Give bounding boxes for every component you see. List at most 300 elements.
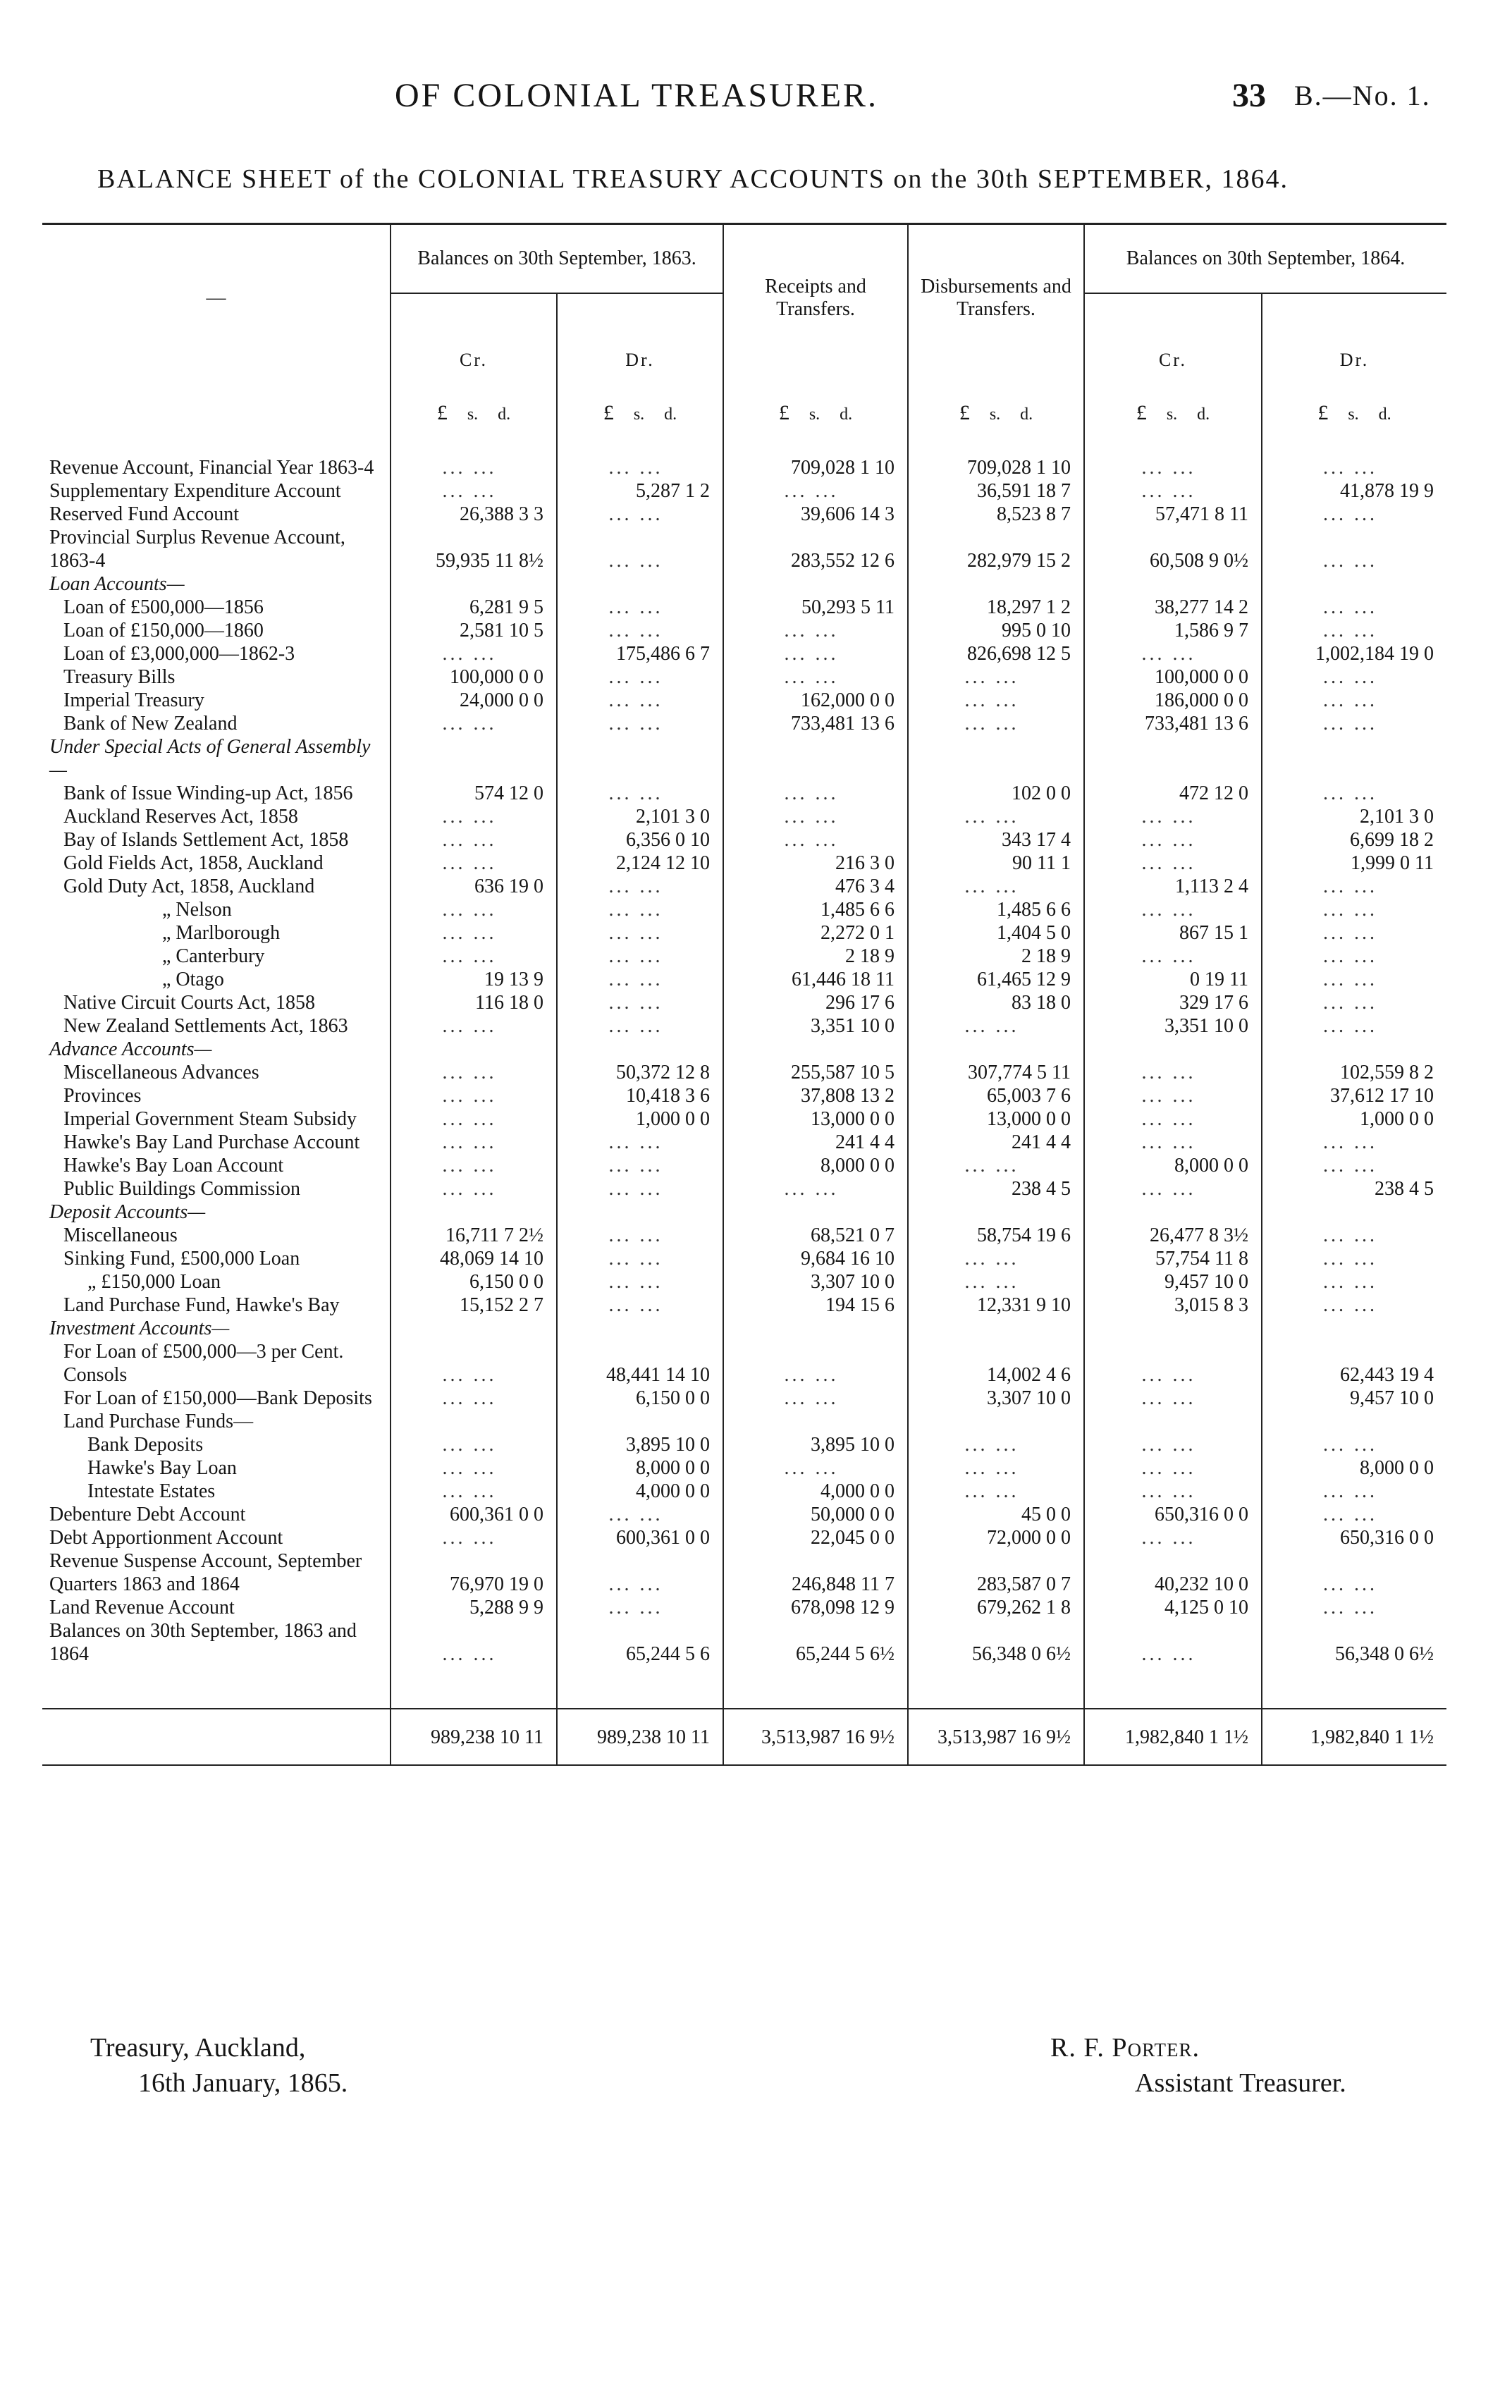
- sheet-title: BALANCE SHEET of the COLONIAL TREASURY ACCOUNTS on the 30th SEPTEMBER, 1864.: [97, 164, 1289, 194]
- receipts-amount: 194 15 6: [723, 1294, 908, 1317]
- dr-1864-amount: 37,612 17 10: [1262, 1084, 1446, 1107]
- account-description: Gold Duty Act, 1858, Auckland: [63, 876, 315, 897]
- dr-1863-header: Dr.: [557, 293, 723, 371]
- dr-1863-amount: ... ...: [557, 1549, 723, 1596]
- dr-1864-amount: ... ...: [1262, 526, 1446, 572]
- account-row: [42, 1224, 1446, 1247]
- receipts-amount: 3,307 10 0: [723, 1270, 908, 1294]
- disbursements-amount: 343 17 4: [908, 828, 1084, 852]
- section-heading-row: [42, 1317, 1446, 1340]
- balances-1864-header: Balances on 30th September, 1864.: [1084, 224, 1446, 294]
- balance-sheet-table: [42, 223, 1446, 1766]
- dr-1864-amount: ... ...: [1262, 1014, 1446, 1038]
- receipts-header: Receipts and Transfers.: [723, 224, 908, 372]
- disbursements-amount: 102 0 0: [908, 782, 1084, 805]
- cr-1863-amount: ... ...: [391, 1387, 557, 1410]
- receipts-empty: [723, 572, 908, 596]
- disbursements-amount: 83 18 0: [908, 991, 1084, 1014]
- signature-block: [1050, 2030, 1346, 2101]
- dr-1864-header: Dr.: [1262, 293, 1446, 371]
- cr-1863-amount: 76,970 19 0: [391, 1549, 557, 1596]
- disbursements-amount: ... ...: [908, 1433, 1084, 1456]
- receipts-empty: [723, 1317, 908, 1340]
- dr-1863-amount: ... ...: [557, 991, 723, 1014]
- dr-1863-amount: ... ...: [557, 456, 723, 479]
- disbursements-amount: ... ...: [908, 1014, 1084, 1038]
- account-row: [42, 596, 1446, 619]
- dr-1864-amount: 1,000 0 0: [1262, 1107, 1446, 1131]
- dr-1864-amount: ... ...: [1262, 689, 1446, 712]
- receipts-amount: 733,481 13 6: [723, 712, 908, 735]
- disbursements-amount: 1,485 6 6: [908, 898, 1084, 921]
- account-row: [42, 805, 1446, 828]
- account-description: Balances on 30th September, 1863 and 1864: [49, 1620, 357, 1665]
- dr-1863-amount: ... ...: [557, 921, 723, 945]
- dr-1863-amount: ... ...: [557, 1154, 723, 1177]
- dr-1863-amount: 10,418 3 6: [557, 1084, 723, 1107]
- dr-1864-amount: ... ...: [1262, 1596, 1446, 1619]
- receipts-amount: 1,485 6 6: [723, 898, 908, 921]
- cr-1864-amount: ... ...: [1084, 898, 1262, 921]
- section-heading-row: [42, 1200, 1446, 1224]
- account-description: Public Buildings Commission: [63, 1178, 301, 1200]
- account-description: „ Otago: [162, 969, 224, 990]
- disbursements-amount: 283,587 0 7: [908, 1549, 1084, 1596]
- cr-1864-amount: 100,000 0 0: [1084, 665, 1262, 689]
- cr-1863-amount: 6,281 9 5: [391, 596, 557, 619]
- account-description: Imperial Treasury: [63, 689, 204, 711]
- cr-1863-amount: ... ...: [391, 1061, 557, 1084]
- cr-1864-amount: 57,471 8 11: [1084, 503, 1262, 526]
- receipts-amount: 61,446 18 11: [723, 968, 908, 991]
- cr-1864-empty: [1084, 1038, 1262, 1061]
- receipts-amount: 678,098 12 9: [723, 1596, 908, 1619]
- dr-1863-amount: 8,000 0 0: [557, 1456, 723, 1480]
- cr-1864-amount: ... ...: [1084, 1480, 1262, 1503]
- cr-1863-amount: 24,000 0 0: [391, 689, 557, 712]
- receipts-amount: 255,587 10 5: [723, 1061, 908, 1084]
- cr-1863-amount: 48,069 14 10: [391, 1247, 557, 1270]
- disbursements-amount: 72,000 0 0: [908, 1526, 1084, 1549]
- cr-1863-amount: ... ...: [391, 1456, 557, 1480]
- cr-1863-amount: 636 19 0: [391, 875, 557, 898]
- total-receipts: 3,513,987 16 9½: [723, 1709, 908, 1765]
- dr-1863-empty: [557, 1200, 723, 1224]
- account-description: Supplementary Expenditure Account: [49, 480, 341, 502]
- dr-1863-amount: 3,895 10 0: [557, 1433, 723, 1456]
- dr-1863-amount: 4,000 0 0: [557, 1480, 723, 1503]
- cr-1863-amount: ... ...: [391, 1154, 557, 1177]
- cr-1864-amount: ... ...: [1084, 1433, 1262, 1456]
- account-row: [42, 665, 1446, 689]
- cr-1863-empty: [391, 1200, 557, 1224]
- dr-1863-amount: 600,361 0 0: [557, 1526, 723, 1549]
- cr-1863-amount: ... ...: [391, 1433, 557, 1456]
- account-description: Provincial Surplus Revenue Account, 1863-4: [49, 527, 345, 572]
- dr-1864-amount: 8,000 0 0: [1262, 1456, 1446, 1480]
- disbursements-amount: 90 11 1: [908, 852, 1084, 875]
- disbursements-amount: 2 18 9: [908, 945, 1084, 968]
- receipts-empty: [723, 1038, 908, 1061]
- cr-1864-amount: 57,754 11 8: [1084, 1247, 1262, 1270]
- dr-1863-amount: 65,244 5 6: [557, 1619, 723, 1666]
- account-description: Imperial Government Steam Subsidy: [63, 1108, 357, 1130]
- account-description: Intestate Estates: [87, 1480, 216, 1502]
- account-description: Loan Accounts—: [49, 573, 185, 595]
- account-description: Debt Apportionment Account: [49, 1527, 283, 1549]
- dr-1864-amount: ... ...: [1262, 503, 1446, 526]
- signatory-title: Assistant Treasurer.: [1135, 2068, 1346, 2098]
- dr-1863-amount: ... ...: [557, 503, 723, 526]
- account-description: „ Canterbury: [162, 945, 265, 967]
- cr-1864-amount: 26,477 8 3½: [1084, 1224, 1262, 1247]
- disbursements-amount: 3,307 10 0: [908, 1387, 1084, 1410]
- total-dr-1864: 1,982,840 1 1½: [1262, 1709, 1446, 1765]
- disbursements-amount: ... ...: [908, 1247, 1084, 1270]
- dr-1863-amount: ... ...: [557, 619, 723, 642]
- account-row: [42, 852, 1446, 875]
- receipts-amount: ... ...: [723, 1387, 908, 1410]
- receipts-amount: 162,000 0 0: [723, 689, 908, 712]
- cr-1863-amount: 15,152 2 7: [391, 1294, 557, 1317]
- account-description: Treasury Bills: [63, 666, 176, 688]
- account-row: [42, 828, 1446, 852]
- disbursements-amount: 18,297 1 2: [908, 596, 1084, 619]
- account-description: Deposit Accounts—: [49, 1201, 206, 1223]
- cr-1863-amount: 574 12 0: [391, 782, 557, 805]
- account-description: Bank Deposits: [87, 1434, 204, 1456]
- dr-1864-amount: ... ...: [1262, 898, 1446, 921]
- units-row: £ s. d. £ s. d. £ s. d. £ s. d. £ s. d. £ s. d.: [42, 371, 1446, 456]
- account-description: Revenue Suspense Account, September Quarters 1863 and 1864: [49, 1550, 362, 1595]
- dr-1864-amount: ... ...: [1262, 1247, 1446, 1270]
- receipts-amount: 2 18 9: [723, 945, 908, 968]
- cr-1864-amount: 38,277 14 2: [1084, 596, 1262, 619]
- disbursements-amount: 307,774 5 11: [908, 1061, 1084, 1084]
- receipts-amount: 9,684 16 10: [723, 1247, 908, 1270]
- dr-1864-empty: [1262, 735, 1446, 782]
- running-title: OF COLONIAL TREASURER.: [395, 77, 879, 114]
- page-header: [0, 76, 1512, 118]
- cr-1864-amount: 329 17 6: [1084, 991, 1262, 1014]
- dr-1864-amount: ... ...: [1262, 665, 1446, 689]
- dr-1864-amount: ... ...: [1262, 1270, 1446, 1294]
- account-description: Bank of Issue Winding-up Act, 1856: [63, 782, 353, 804]
- disbursements-amount: ... ...: [908, 1480, 1084, 1503]
- account-description: Miscellaneous: [63, 1224, 178, 1246]
- dr-1864-amount: ... ...: [1262, 1549, 1446, 1596]
- cr-1864-amount: ... ...: [1084, 1340, 1262, 1387]
- cr-1863-amount: 5,288 9 9: [391, 1596, 557, 1619]
- receipts-amount: 4,000 0 0: [723, 1480, 908, 1503]
- dr-1864-amount: ... ...: [1262, 968, 1446, 991]
- account-description: Advance Accounts—: [49, 1038, 212, 1060]
- disbursements-amount: 238 4 5: [908, 1177, 1084, 1200]
- disbursements-amount: ... ...: [908, 875, 1084, 898]
- account-row: [42, 945, 1446, 968]
- receipts-amount: 3,895 10 0: [723, 1433, 908, 1456]
- disbursements-empty: [908, 1200, 1084, 1224]
- receipts-amount: ... ...: [723, 782, 908, 805]
- dr-1864-amount: ... ...: [1262, 456, 1446, 479]
- account-row: [42, 1433, 1446, 1456]
- account-row: [42, 642, 1446, 665]
- account-row: [42, 898, 1446, 921]
- dr-1863-amount: ... ...: [557, 782, 723, 805]
- disbursements-amount: ... ...: [908, 689, 1084, 712]
- cr-1864-amount: ... ...: [1084, 805, 1262, 828]
- receipts-amount: ... ...: [723, 1456, 908, 1480]
- receipts-amount: ... ...: [723, 665, 908, 689]
- account-row: [42, 875, 1446, 898]
- cr-1864-amount: ... ...: [1084, 1619, 1262, 1666]
- cr-1864-empty: [1084, 1317, 1262, 1340]
- account-description: Native Circuit Courts Act, 1858: [63, 992, 315, 1014]
- dr-1863-amount: ... ...: [557, 1131, 723, 1154]
- disbursements-amount: 241 4 4: [908, 1131, 1084, 1154]
- dr-1864-amount: 102,559 8 2: [1262, 1061, 1446, 1084]
- dr-1864-amount: ... ...: [1262, 1294, 1446, 1317]
- dr-1864-amount: ... ...: [1262, 712, 1446, 735]
- dr-1863-amount: ... ...: [557, 968, 723, 991]
- cr-1864-amount: 0 19 11: [1084, 968, 1262, 991]
- dr-1863-amount: ... ...: [557, 945, 723, 968]
- receipts-empty: [723, 1410, 908, 1433]
- section-heading-row: [42, 1038, 1446, 1061]
- disbursements-empty: [908, 735, 1084, 782]
- cr-1863-amount: ... ...: [391, 828, 557, 852]
- dr-1863-amount: 6,150 0 0: [557, 1387, 723, 1410]
- account-description: Revenue Account, Financial Year 1863-4: [49, 457, 374, 479]
- cr-1863-empty: [391, 1317, 557, 1340]
- dr-1864-amount: 650,316 0 0: [1262, 1526, 1446, 1549]
- account-row: [42, 1549, 1446, 1596]
- receipts-amount: ... ...: [723, 805, 908, 828]
- description-header: —: [42, 224, 391, 372]
- account-row: [42, 1480, 1446, 1503]
- cr-1864-amount: 1,586 9 7: [1084, 619, 1262, 642]
- cr-1864-amount: 733,481 13 6: [1084, 712, 1262, 735]
- dr-1864-amount: 62,443 19 4: [1262, 1340, 1446, 1387]
- dr-1864-amount: ... ...: [1262, 619, 1446, 642]
- account-description: For Loan of £500,000—3 per Cent. Consols: [63, 1341, 344, 1386]
- cr-1863-empty: [391, 572, 557, 596]
- dr-1863-amount: ... ...: [557, 526, 723, 572]
- account-row: [42, 1014, 1446, 1038]
- cr-1863-amount: ... ...: [391, 1177, 557, 1200]
- receipts-amount: ... ...: [723, 642, 908, 665]
- account-row: [42, 503, 1446, 526]
- account-description: Loan of £150,000—1860: [63, 620, 264, 641]
- receipts-amount: 8,000 0 0: [723, 1154, 908, 1177]
- account-row: [42, 1154, 1446, 1177]
- dr-1864-empty: [1262, 1410, 1446, 1433]
- disbursements-amount: 56,348 0 6½: [908, 1619, 1084, 1666]
- cr-1863-amount: ... ...: [391, 1014, 557, 1038]
- disbursements-empty: [908, 1317, 1084, 1340]
- dr-1864-amount: ... ...: [1262, 1154, 1446, 1177]
- cr-1864-empty: [1084, 572, 1262, 596]
- account-description: Miscellaneous Advances: [63, 1062, 259, 1083]
- receipts-amount: 3,351 10 0: [723, 1014, 908, 1038]
- total-dr-1863: 989,238 10 11: [557, 1709, 723, 1765]
- dr-1863-empty: [557, 1317, 723, 1340]
- dr-1863-amount: 1,000 0 0: [557, 1107, 723, 1131]
- cr-1863-amount: ... ...: [391, 712, 557, 735]
- dr-1864-amount: 1,999 0 11: [1262, 852, 1446, 875]
- cr-1864-amount: 8,000 0 0: [1084, 1154, 1262, 1177]
- account-row: [42, 712, 1446, 735]
- receipts-amount: 296 17 6: [723, 991, 908, 1014]
- account-description: Investment Accounts—: [49, 1317, 230, 1339]
- disbursements-amount: ... ...: [908, 1456, 1084, 1480]
- cr-1864-amount: ... ...: [1084, 1387, 1262, 1410]
- account-row: [42, 1247, 1446, 1270]
- disbursements-amount: 45 0 0: [908, 1503, 1084, 1526]
- cr-1864-amount: 650,316 0 0: [1084, 1503, 1262, 1526]
- cr-1863-amount: ... ...: [391, 1340, 557, 1387]
- disbursements-amount: ... ...: [908, 805, 1084, 828]
- footer-date: 16th January, 1865.: [138, 2068, 348, 2098]
- account-description: Auckland Reserves Act, 1858: [63, 806, 298, 828]
- dr-1863-amount: ... ...: [557, 596, 723, 619]
- dr-1864-amount: 1,002,184 19 0: [1262, 642, 1446, 665]
- disbursements-amount: 65,003 7 6: [908, 1084, 1084, 1107]
- cr-1864-amount: ... ...: [1084, 479, 1262, 503]
- cr-1864-amount: 9,457 10 0: [1084, 1270, 1262, 1294]
- cr-1864-amount: 186,000 0 0: [1084, 689, 1262, 712]
- disbursements-empty: [908, 1038, 1084, 1061]
- account-row: [42, 921, 1446, 945]
- account-description: „ Marlborough: [162, 922, 281, 944]
- receipts-amount: ... ...: [723, 619, 908, 642]
- dr-1864-amount: ... ...: [1262, 1131, 1446, 1154]
- dr-1863-amount: 2,101 3 0: [557, 805, 723, 828]
- account-description: Reserved Fund Account: [49, 503, 240, 525]
- footer-location: Treasury, Auckland,: [90, 2033, 306, 2063]
- receipts-amount: 283,552 12 6: [723, 526, 908, 572]
- account-row: [42, 1503, 1446, 1526]
- document-reference: B.—No. 1.: [1294, 80, 1431, 111]
- account-row: [42, 1061, 1446, 1084]
- cr-1863-amount: ... ...: [391, 456, 557, 479]
- cr-1863-empty: [391, 735, 557, 782]
- receipts-amount: ... ...: [723, 1177, 908, 1200]
- account-row: [42, 1270, 1446, 1294]
- disbursements-amount: 1,404 5 0: [908, 921, 1084, 945]
- ledger-body: [42, 456, 1446, 1666]
- dr-1863-amount: 2,124 12 10: [557, 852, 723, 875]
- cr-1863-empty: [391, 1038, 557, 1061]
- cr-1864-amount: ... ...: [1084, 642, 1262, 665]
- dr-1863-amount: ... ...: [557, 1177, 723, 1200]
- receipts-amount: 476 3 4: [723, 875, 908, 898]
- dr-1864-amount: 56,348 0 6½: [1262, 1619, 1446, 1666]
- cr-1863-amount: ... ...: [391, 921, 557, 945]
- account-row: [42, 1619, 1446, 1666]
- disbursements-amount: 282,979 15 2: [908, 526, 1084, 572]
- receipts-amount: 216 3 0: [723, 852, 908, 875]
- disbursements-empty: [908, 572, 1084, 596]
- receipts-amount: 2,272 0 1: [723, 921, 908, 945]
- account-description: Land Purchase Fund, Hawke's Bay: [63, 1294, 340, 1316]
- total-cr-1863: 989,238 10 11: [391, 1709, 557, 1765]
- cr-1863-amount: ... ...: [391, 1526, 557, 1549]
- dr-1863-amount: 5,287 1 2: [557, 479, 723, 503]
- dr-1863-amount: ... ...: [557, 1503, 723, 1526]
- cr-1864-amount: 3,015 8 3: [1084, 1294, 1262, 1317]
- cr-1863-amount: 6,150 0 0: [391, 1270, 557, 1294]
- cr-1863-amount: ... ...: [391, 805, 557, 828]
- cr-1863-amount: ... ...: [391, 1084, 557, 1107]
- receipts-amount: 68,521 0 7: [723, 1224, 908, 1247]
- cr-1864-amount: ... ...: [1084, 1084, 1262, 1107]
- cr-1864-amount: 472 12 0: [1084, 782, 1262, 805]
- receipts-amount: 22,045 0 0: [723, 1526, 908, 1549]
- cr-1864-amount: ... ...: [1084, 1107, 1262, 1131]
- account-description: Hawke's Bay Loan: [87, 1457, 237, 1479]
- signatory-name: R. F. Porter.: [1050, 2033, 1200, 2063]
- account-row: [42, 479, 1446, 503]
- disbursements-header: Disbursements and Transfers.: [908, 224, 1084, 372]
- cr-1863-amount: ... ...: [391, 1107, 557, 1131]
- account-row: [42, 1456, 1446, 1480]
- disbursements-amount: ... ...: [908, 1270, 1084, 1294]
- cr-1863-amount: ... ...: [391, 898, 557, 921]
- dr-1863-amount: ... ...: [557, 712, 723, 735]
- cr-1863-amount: ... ...: [391, 852, 557, 875]
- account-description: Land Revenue Account: [49, 1597, 235, 1618]
- disbursements-amount: 13,000 0 0: [908, 1107, 1084, 1131]
- receipts-amount: 13,000 0 0: [723, 1107, 908, 1131]
- receipts-amount: 50,000 0 0: [723, 1503, 908, 1526]
- receipts-amount: ... ...: [723, 1340, 908, 1387]
- dr-1863-amount: ... ...: [557, 1596, 723, 1619]
- account-description: Hawke's Bay Loan Account: [63, 1155, 284, 1177]
- dr-1864-amount: 2,101 3 0: [1262, 805, 1446, 828]
- cr-1863-amount: 59,935 11 8½: [391, 526, 557, 572]
- account-row: [42, 1387, 1446, 1410]
- total-disbursements: 3,513,987 16 9½: [908, 1709, 1084, 1765]
- account-description: Sinking Fund, £500,000 Loan: [63, 1248, 300, 1270]
- disbursements-amount: 14,002 4 6: [908, 1340, 1084, 1387]
- dr-1863-empty: [557, 1410, 723, 1433]
- section-heading-row: [42, 735, 1446, 782]
- dr-1863-amount: 48,441 14 10: [557, 1340, 723, 1387]
- cr-1864-amount: ... ...: [1084, 945, 1262, 968]
- account-row: [42, 1294, 1446, 1317]
- account-row: [42, 991, 1446, 1014]
- account-row: [42, 1410, 1446, 1433]
- account-description: Provinces: [63, 1085, 142, 1107]
- dr-1863-amount: ... ...: [557, 1294, 723, 1317]
- cr-1863-amount: ... ...: [391, 1480, 557, 1503]
- receipts-amount: 241 4 4: [723, 1131, 908, 1154]
- account-row: [42, 1526, 1446, 1549]
- cr-1864-empty: [1084, 1410, 1262, 1433]
- cr-1864-amount: ... ...: [1084, 828, 1262, 852]
- dr-1863-amount: ... ...: [557, 875, 723, 898]
- cr-1864-amount: 3,351 10 0: [1084, 1014, 1262, 1038]
- disbursements-amount: 61,465 12 9: [908, 968, 1084, 991]
- receipts-amount: 246,848 11 7: [723, 1549, 908, 1596]
- dr-1863-amount: ... ...: [557, 1224, 723, 1247]
- dr-1863-amount: ... ...: [557, 898, 723, 921]
- disbursements-amount: 709,028 1 10: [908, 456, 1084, 479]
- account-description: „ Nelson: [162, 899, 232, 921]
- dr-1864-empty: [1262, 1038, 1446, 1061]
- cr-1864-amount: 60,508 9 0½: [1084, 526, 1262, 572]
